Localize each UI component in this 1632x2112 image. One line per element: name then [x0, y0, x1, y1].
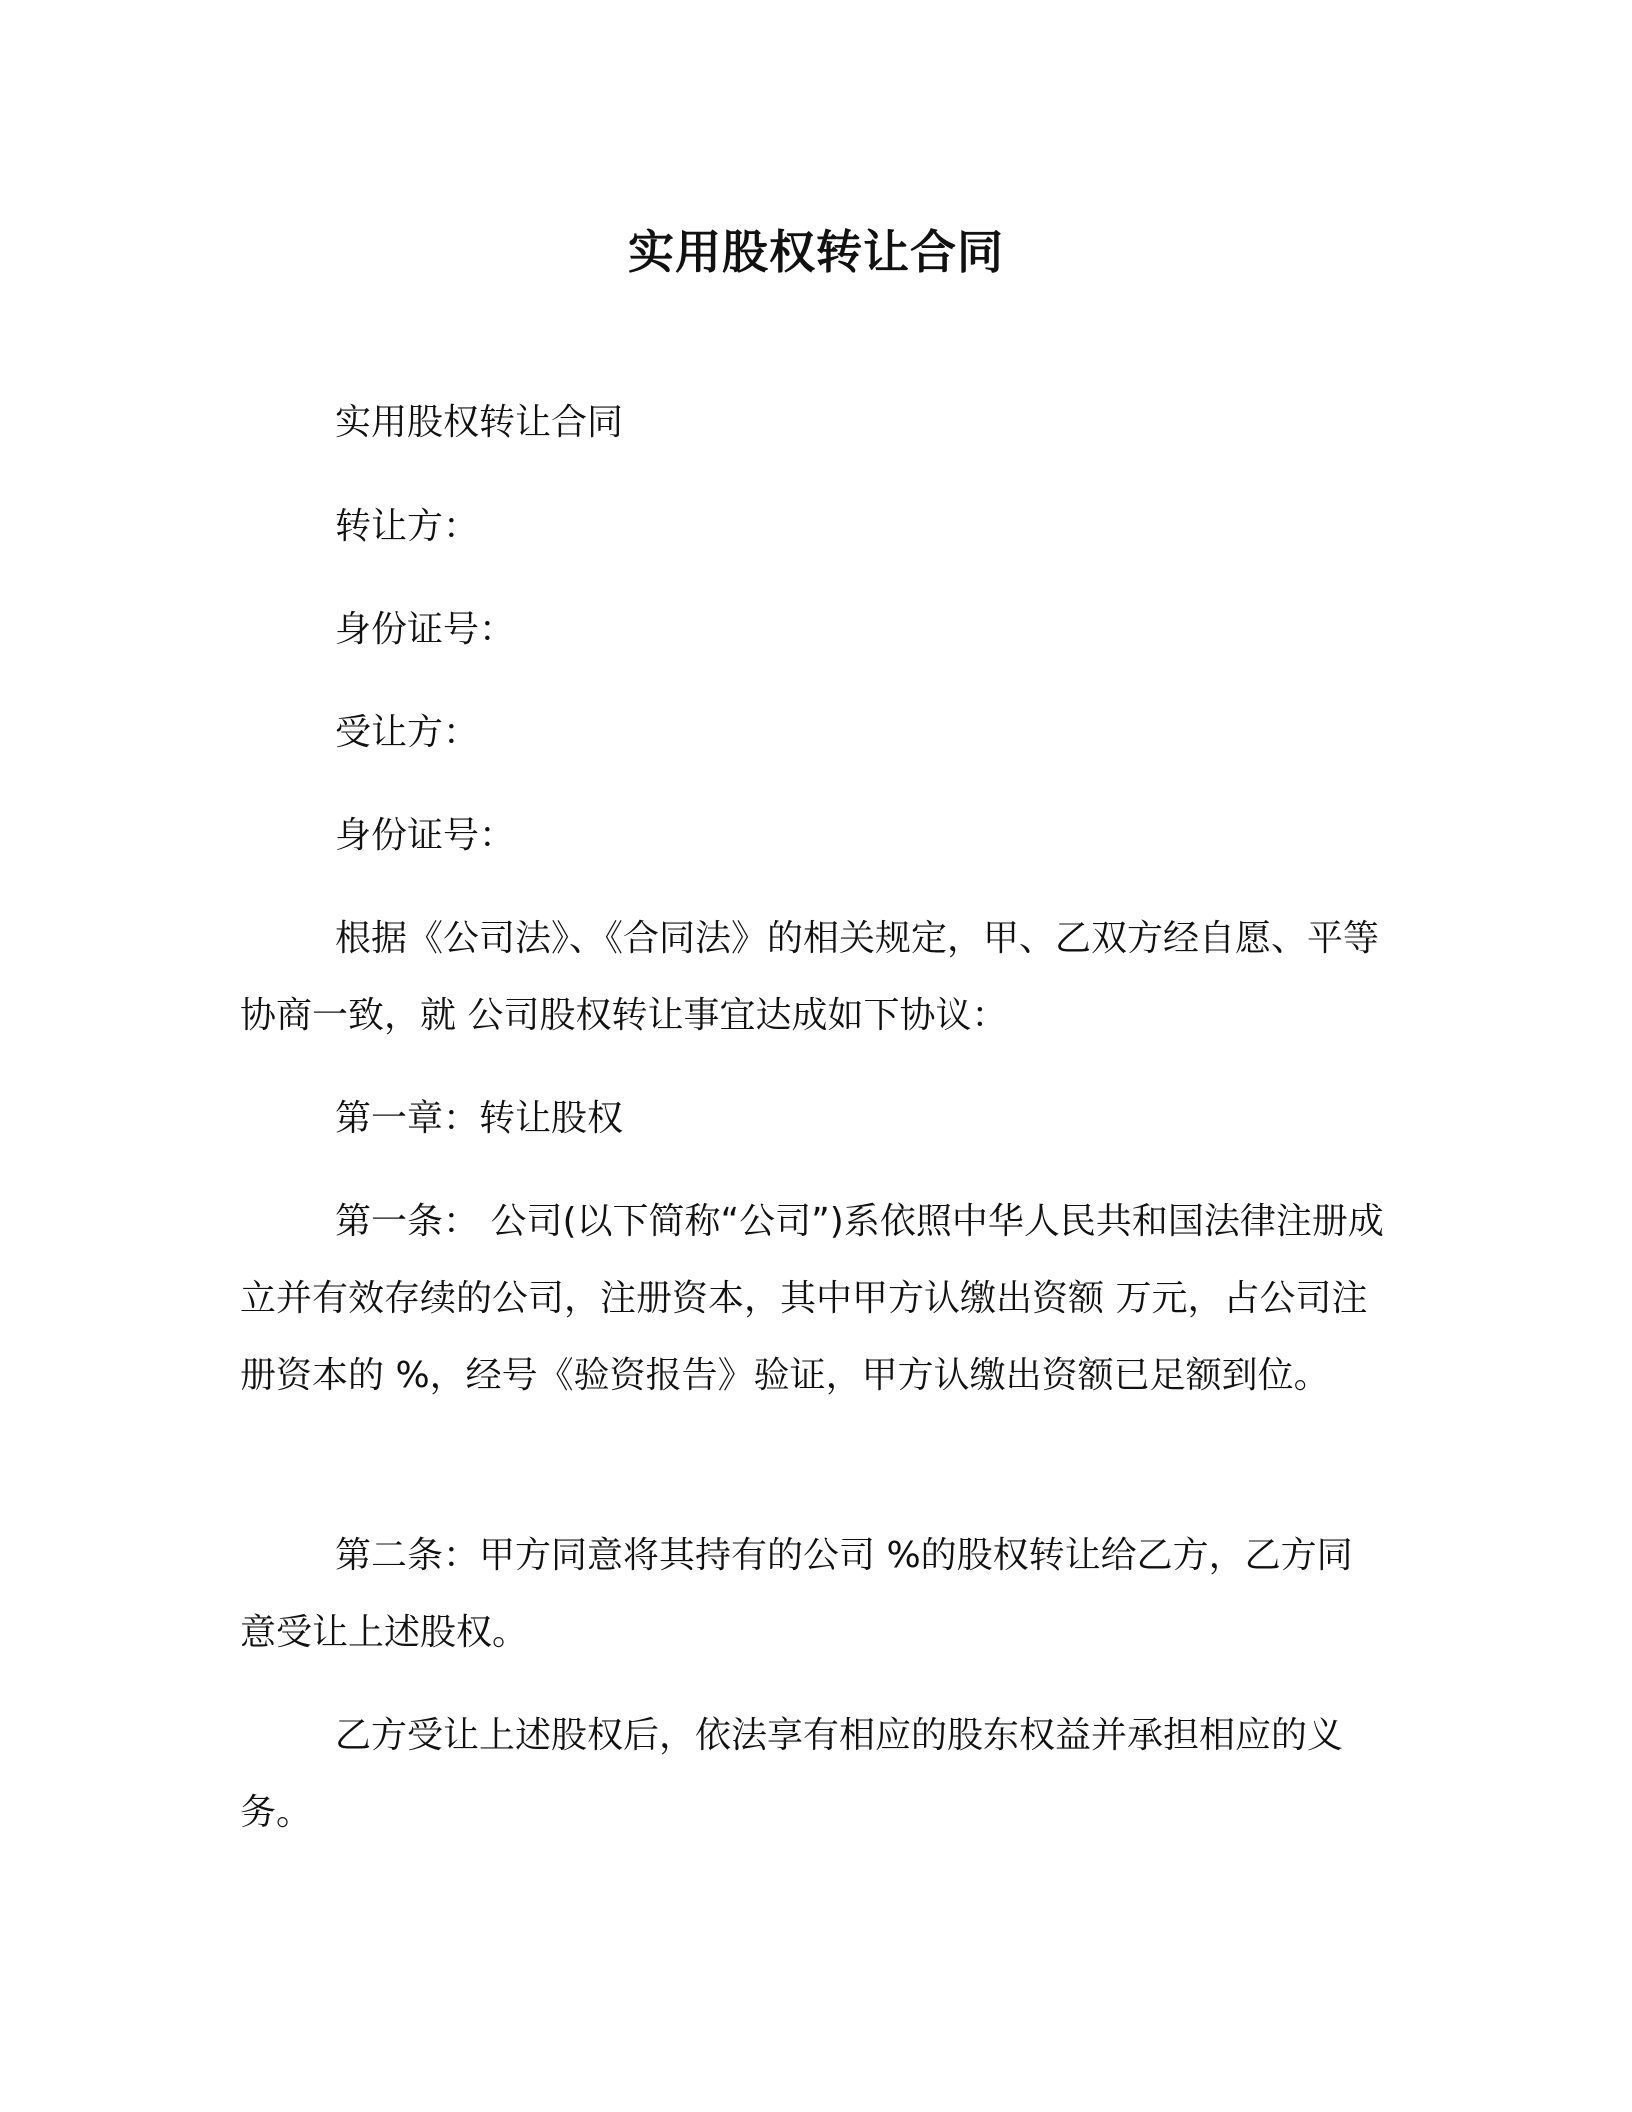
paragraph-rights-obligations: 乙方受让上述股权后，依法享有相应的股东权益并承担相应的义务。 [240, 1715, 1344, 1833]
paragraph-article-two: 第二条：甲方同意将其持有的公司 %的股权转让给乙方，乙方同意受让上述股权。 [240, 1535, 1353, 1653]
paragraph-chapter-one: 第一章：转让股权 [335, 1098, 624, 1139]
paragraph-heading: 实用股权转让合同 [335, 402, 624, 443]
paragraph-transferee-id: 身份证号： [335, 815, 516, 856]
document-title: 实用股权转让合同 [628, 225, 1004, 279]
paragraph-article-one: 第一条： 公司(以下简称“公司”)系依照中华人民共和国法律注册成立并有效存续的公司，注册资本，其中甲方认缴出资额 万元，占公司注册资本的 %，经号《验资报告》验证，甲方认缴出资额已足额到位。 [240, 1201, 1384, 1396]
paragraph-transferee: 受让方： [335, 712, 480, 753]
paragraph-transferor-id: 身份证号： [335, 609, 516, 650]
paragraph-preamble: 根据《公司法》、《合同法》的相关规定，甲、乙双方经自愿、平等协商一致，就 公司股权转让事宜达成如下协议： [240, 918, 1380, 1036]
paragraph-transferor: 转让方： [335, 506, 480, 547]
